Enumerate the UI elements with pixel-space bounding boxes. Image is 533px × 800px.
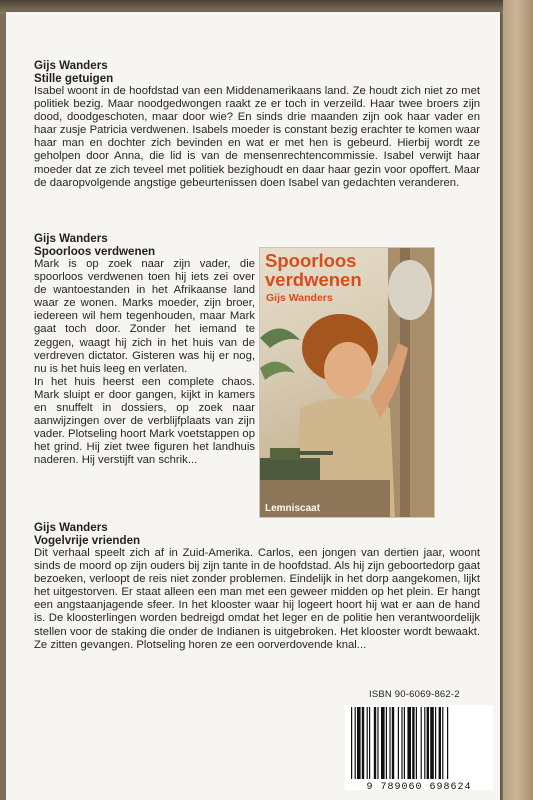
cover-author: Gijs Wanders [266, 292, 333, 304]
barcode-bar [424, 707, 425, 779]
barcode-bar [386, 707, 387, 779]
barcode-bar [407, 707, 411, 779]
blurb-paragraph: Mark is op zoek naar zijn vader, die spoorloos verdwenen toen hij iets zei over de wantoestanden in het Afrikaanse land waar ze wonen. Marks moeder, zijn broer, iedereen wil hem tegenhouden, maar Mark gaat toch door. Zonder het iemand te zeggen, waagt hij zich in het huis van de verdreven dictator. Gisteren was hij er nog, nu is het huis leeg en verlaten. [34, 258, 255, 375]
barcode-bar [357, 707, 361, 779]
book-title: Spoorloos verdwenen [34, 245, 156, 258]
barcode-bar [392, 707, 394, 779]
barcode-bar [435, 707, 436, 779]
book-title: Stille getuigen [34, 72, 114, 85]
cover-title: Spoorloos verdwenen [265, 250, 362, 290]
barcode [345, 705, 493, 790]
barcode-bar [398, 707, 399, 779]
book-blurb [34, 85, 480, 190]
barcode-bar [447, 707, 448, 779]
barcode-bar [367, 707, 368, 779]
barcode-bar [351, 707, 352, 779]
barcode-bar [430, 707, 434, 779]
barcode-bar [355, 707, 356, 779]
barcode-number: 9 789060 698624 [366, 782, 472, 793]
barcode-bar [381, 707, 385, 779]
barcode-bar [442, 707, 443, 779]
cover-publisher-logo: Lemniscaat [265, 503, 321, 514]
book-cover-image [259, 247, 435, 518]
book-author: Gijs Wanders [34, 59, 108, 72]
barcode-bars [345, 705, 493, 781]
barcode-bar [439, 707, 441, 779]
barcode-bar [377, 707, 378, 779]
barcode-bar [369, 707, 370, 779]
barcode-bar [416, 707, 417, 779]
book-section-vogelvrije-vrienden [34, 521, 480, 652]
blurb-paragraph: Isabel woont in de hoofdstad van een Middenamerikaans land. Ze houdt zich niet zo met politiek bezig. Maar noodgedwongen raakt ze er toch in verzeild. Haar twee broers zijn dood, doodgeschoten, maar door wie? En sinds drie maanden zijn ook haar vader en haar zusje Patricia verdwenen. Isabels moeder is constant bezig erachter te komen waar haar man en dochter zich bevinden en wat er met hen is gebeurd. Hierbij wordt ze geholpen door Anna, die lid is van de mensenrechtencommissie. Isabel verwijt haar moeder dat ze zich teveel met politiek bezighoudt en daar haar gezin voor opoffert. Maar de daaropvolgende angstige gebeurtenissen doen Isabel van gedachten veranderen. [34, 85, 480, 189]
barcode-bar [404, 707, 405, 779]
book-section-stille-getuigen [34, 59, 480, 190]
book-author: Gijs Wanders [34, 521, 108, 534]
blurb-paragraph: In het huis heerst een complete chaos. Mark sluipt er door gangen, kijkt in kamers en snuffelt in dossiers, op zoek naar aanwijzingen over de verblijfplaats van zijn vader. Plotseling hoort Mark voetstappen op het grind. Hij ziet twee figuren het landhuis naderen. Hij verstijft van schrik... [34, 375, 255, 467]
book-author: Gijs Wanders [34, 232, 108, 245]
barcode-bar [427, 707, 429, 779]
book-spine [503, 0, 533, 800]
barcode-bar [362, 707, 364, 779]
barcode-bar [401, 707, 402, 779]
barcode-bar [412, 707, 414, 779]
book-title: Vogelvrije vrienden [34, 534, 141, 547]
book-blurb [34, 258, 255, 468]
blurb-paragraph: Dit verhaal speelt zich af in Zuid-Amerika. Carlos, een jongen van dertien jaar, woont sinds de moord op zijn ouders bij zijn tante in de hoofdstad. Als hij zijn geboortedorp gaat bezoeken, verloopt de reis niet zonder problemen. Eindelijk in het dorp aangekomen, lijkt het uitgestorven. Er staat alleen een man met een geweer midden op het plein. Er hangt een angstaanjagende sfeer. In het klooster waar hij logeert hoort hij wat er aan de hand is. De kloosterlingen worden bedreigd omdat het leger en de politie hen verantwoordelijk stellen voor de staking die onder de Indianen is uitgebroken. Het klooster wordt bewaakt. Ze zitten gevangen. Plotseling horen ze een oorverdovende knal... [34, 547, 480, 651]
barcode-bar [374, 707, 376, 779]
barcode-bar [421, 707, 422, 779]
book-blurb [34, 547, 480, 652]
isbn-label: ISBN 90-6069-862-2 [369, 689, 460, 700]
barcode-bar [389, 707, 390, 779]
